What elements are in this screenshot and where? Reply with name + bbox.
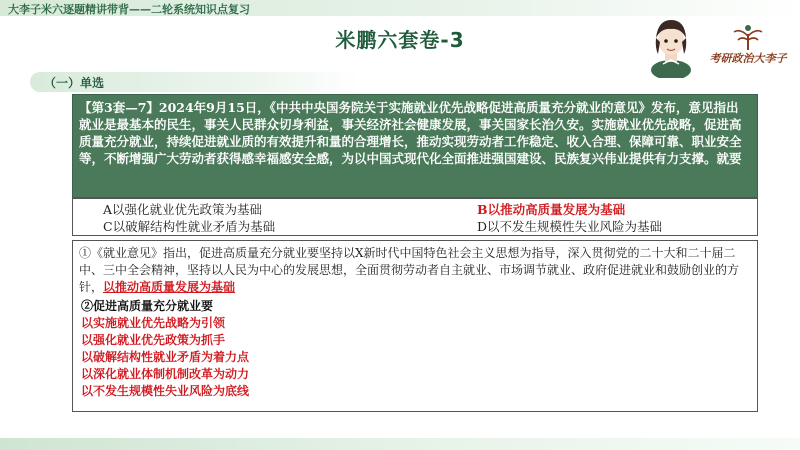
analysis-paragraph xyxy=(79,245,751,296)
option-d[interactable]: D以不发生规模性失业风险为基础 xyxy=(477,219,663,234)
options-panel xyxy=(72,198,758,236)
list-item: 以强化就业优先政策为抓手 xyxy=(81,333,226,347)
analysis-highlight: 以推动高质量发展为基础 xyxy=(103,280,236,294)
course-title: 大李子米六逐题精讲带背——二轮系统知识点复习 xyxy=(8,3,250,16)
option-b-correct[interactable]: B以推动高质量发展为基础 xyxy=(477,202,626,217)
list-item: 以不发生规模性失业风险为底线 xyxy=(81,384,250,398)
section-label: （一）单选 xyxy=(44,76,105,90)
list-item: 以破解结构性就业矛盾为着力点 xyxy=(81,350,250,364)
question-stem xyxy=(72,94,758,198)
brand-logo xyxy=(700,22,796,74)
section-tag xyxy=(30,72,360,92)
list-item: 以深化就业体制机制改革为动力 xyxy=(81,367,250,381)
brand-text: 考研政治大李子 xyxy=(709,52,787,65)
bottom-decoration xyxy=(0,438,800,450)
point-heading: ②促进高质量充分就业要 xyxy=(81,299,214,313)
tree-icon xyxy=(700,22,796,52)
analysis-panel xyxy=(72,240,758,412)
point-list xyxy=(79,298,751,400)
option-a[interactable]: A以强化就业优先政策为基础 xyxy=(103,202,263,217)
list-item: 以实施就业优先战略为引领 xyxy=(81,316,226,330)
question-text: 【第3套—7】2024年9月15日，《中共中央国务院关于实施就业优先战略促进高质量充分就业的意见》发布，意见指出就业是最基本的民生，事关人民群众切身利益，事关经济社会健康发展，事关国家长治久安。实施就业优先战略，促进高质量充分就业，持续促进就业质的有效提升和量的合理增长，推动实现劳动者工作稳定、收入合理、保障可靠、职业安全等，不断增强广大劳动者获得感幸福感安全感，为以中国式现代化全面推进强国建设、民族复兴伟业提供有力支撑。就要 xyxy=(79,100,742,166)
teacher-avatar-icon xyxy=(648,12,694,78)
analysis-text: ①《就业意见》指出，促进高质量充分就业要坚持以X新时代中国特色社会主义思想为指导，深入贯彻党的二十大和二十届二中、三中全会精神，坚持以人民为中心的发展思想，全面贯彻劳动者自主就业、市场调节就业、政府促进就业和鼓励创业的方针， xyxy=(79,246,740,294)
option-c[interactable]: C以破解结构性就业矛盾为基础 xyxy=(103,219,276,234)
page-title: 米鹏六套卷-3 xyxy=(335,28,465,52)
